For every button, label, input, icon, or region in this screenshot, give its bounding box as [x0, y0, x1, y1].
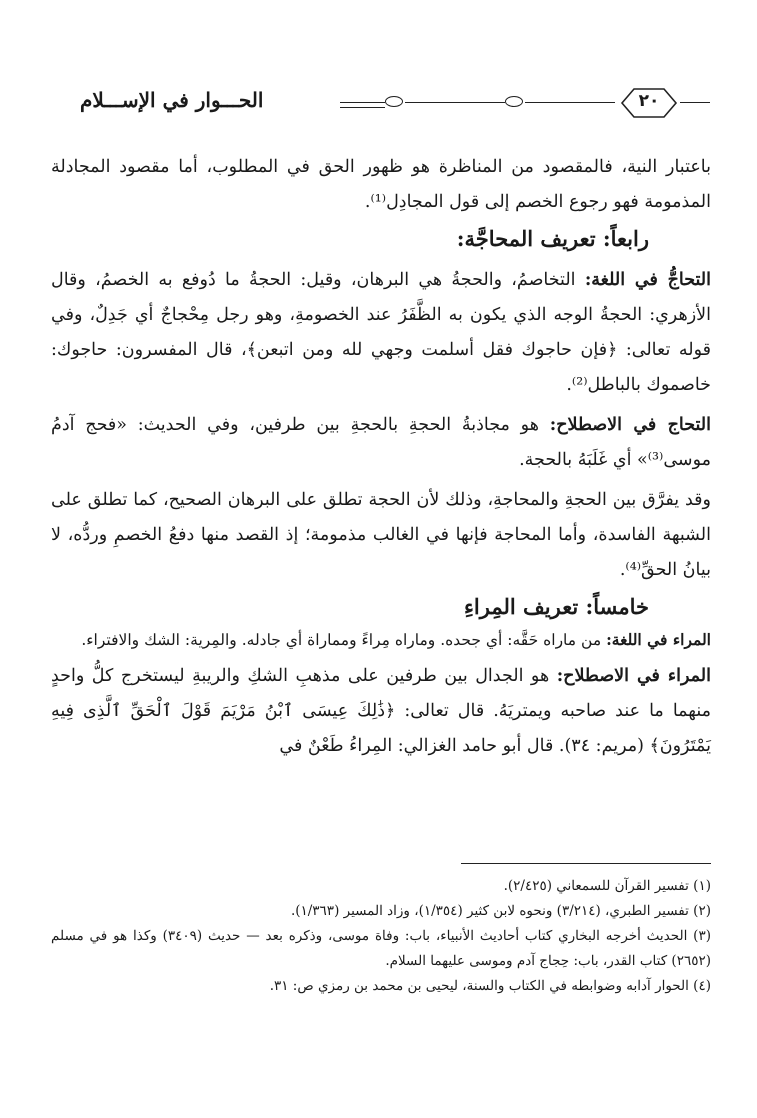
header-rule	[340, 107, 385, 108]
paragraph	[51, 408, 711, 478]
section-heading: خامساً: تعريف المِراءِ	[464, 594, 649, 619]
paragraph	[51, 263, 711, 403]
paragraph-text: هو مجاذبةُ الحجةِ بالحجةِ بين طرفين، وفي الحديث: «فحج آدمُ موسى⁽³⁾» أي غَلَبَهُ بالحجة.	[51, 415, 711, 470]
paragraph	[51, 626, 711, 654]
page-number: ٢٠	[638, 91, 660, 111]
paragraph: باعتبار النية، فالمقصود من المناظرة هو ظهور الحق في المطلوب، أما مقصود المجادلة المذمومة فهو رجوع الخصم إلى قول المجادِل⁽¹⁾.	[51, 157, 711, 212]
ornament-icon	[505, 96, 523, 107]
running-header	[80, 84, 710, 124]
paragraph-text: من ماراه حَقَّه: أي جحده. وماراه مِراءً ومماراة أي جادله. والمِرية: الشك والافتراء.	[81, 631, 602, 649]
footnote-divider	[461, 863, 711, 864]
term-label: المراء في اللغة:	[606, 630, 711, 649]
footnotes	[51, 874, 711, 999]
footnote: (٣) الحديث أخرجه البخاري كتاب أحاديث الأنبياء، باب: وفاة موسى، وذكره بعد — حديث (٣٤٠٩) وكذا هو في مسلم (٢٦٥٢) كتاب القدر، باب: حِجاج آدم وموسى عليهما السلام.	[51, 928, 711, 969]
header-rule	[405, 102, 505, 103]
paragraph-text: هو الجدال بين طرفين على مذهبِ الشكِ والريبةِ ليستخرج كلُّ واحدٍ منهما ما عند صاحبه ويمتريَهُ. قال تعالى: ﴿ذَٰلِكَ عِيسَى ٱبْنُ مَرْيَمَ قَوْلَ ٱلْحَقِّ ٱلَّذِى فِيهِ يَمْتَرُونَ﴾ (مريم: ٣٤). قال أبو حامد الغزالي: المِراءُ طَعْنٌ في	[51, 666, 711, 756]
term-label: التحاج في الاصطلاح:	[549, 415, 711, 435]
header-rule	[525, 102, 615, 103]
paragraph-text: التخاصمُ، والحجةُ هي البرهان، وقيل: الحجةُ ما دُوفع به الخصمُ، وقال الأزهري: الحجةُ الوجه الذي يكون به الظَّفَرُ عند الخصومةِ، وهو رجل مِحْجاجٌ أي جَدِلٌ، وفي قوله تعالى: ﴿فإن حاجوك فقل أسلمت وجهي لله ومن اتبعن﴾، قال المفسرون: حاجوك: خاصموك بالباطل⁽²⁾.	[51, 270, 711, 395]
term-label: التحاجُّ في اللغة:	[584, 270, 712, 290]
header-rule	[680, 102, 710, 103]
section-heading: رابعاً: تعريف المحاجَّة:	[456, 226, 649, 251]
main-text	[51, 150, 711, 764]
running-title: الحـــوار في الإســـلام	[80, 88, 264, 112]
ornament-icon	[385, 96, 403, 107]
header-rule	[340, 102, 385, 103]
footnote: (١) تفسير القرآن للسمعاني (٢/٤٢٥).	[503, 878, 711, 894]
footnote: (٢) تفسير الطبري، (٣/٢١٤) ونحوه لابن كثير (١/٣٥٤)، وزاد المسير (١/٣٦٣).	[290, 903, 711, 919]
term-label: المراء في الاصطلاح:	[556, 666, 711, 686]
paragraph: وقد يفرَّق بين الحجةِ والمحاجةِ، وذلك لأن الحجة تطلق على البرهان الصحيح، كما تطلق على الشبهة الفاسدة، وأما المحاجة فإنها في الغالب مذمومة؛ إذ القصد منها دفعُ الخصمِ وردُّه، لا بيانُ الحقِّ⁽⁴⁾.	[51, 490, 711, 580]
footnote: (٤) الحوار آدابه وضوابطه في الكتاب والسنة، ليحيى بن محمد بن رمزي ص: ٣١.	[269, 978, 711, 994]
paragraph	[51, 659, 711, 764]
